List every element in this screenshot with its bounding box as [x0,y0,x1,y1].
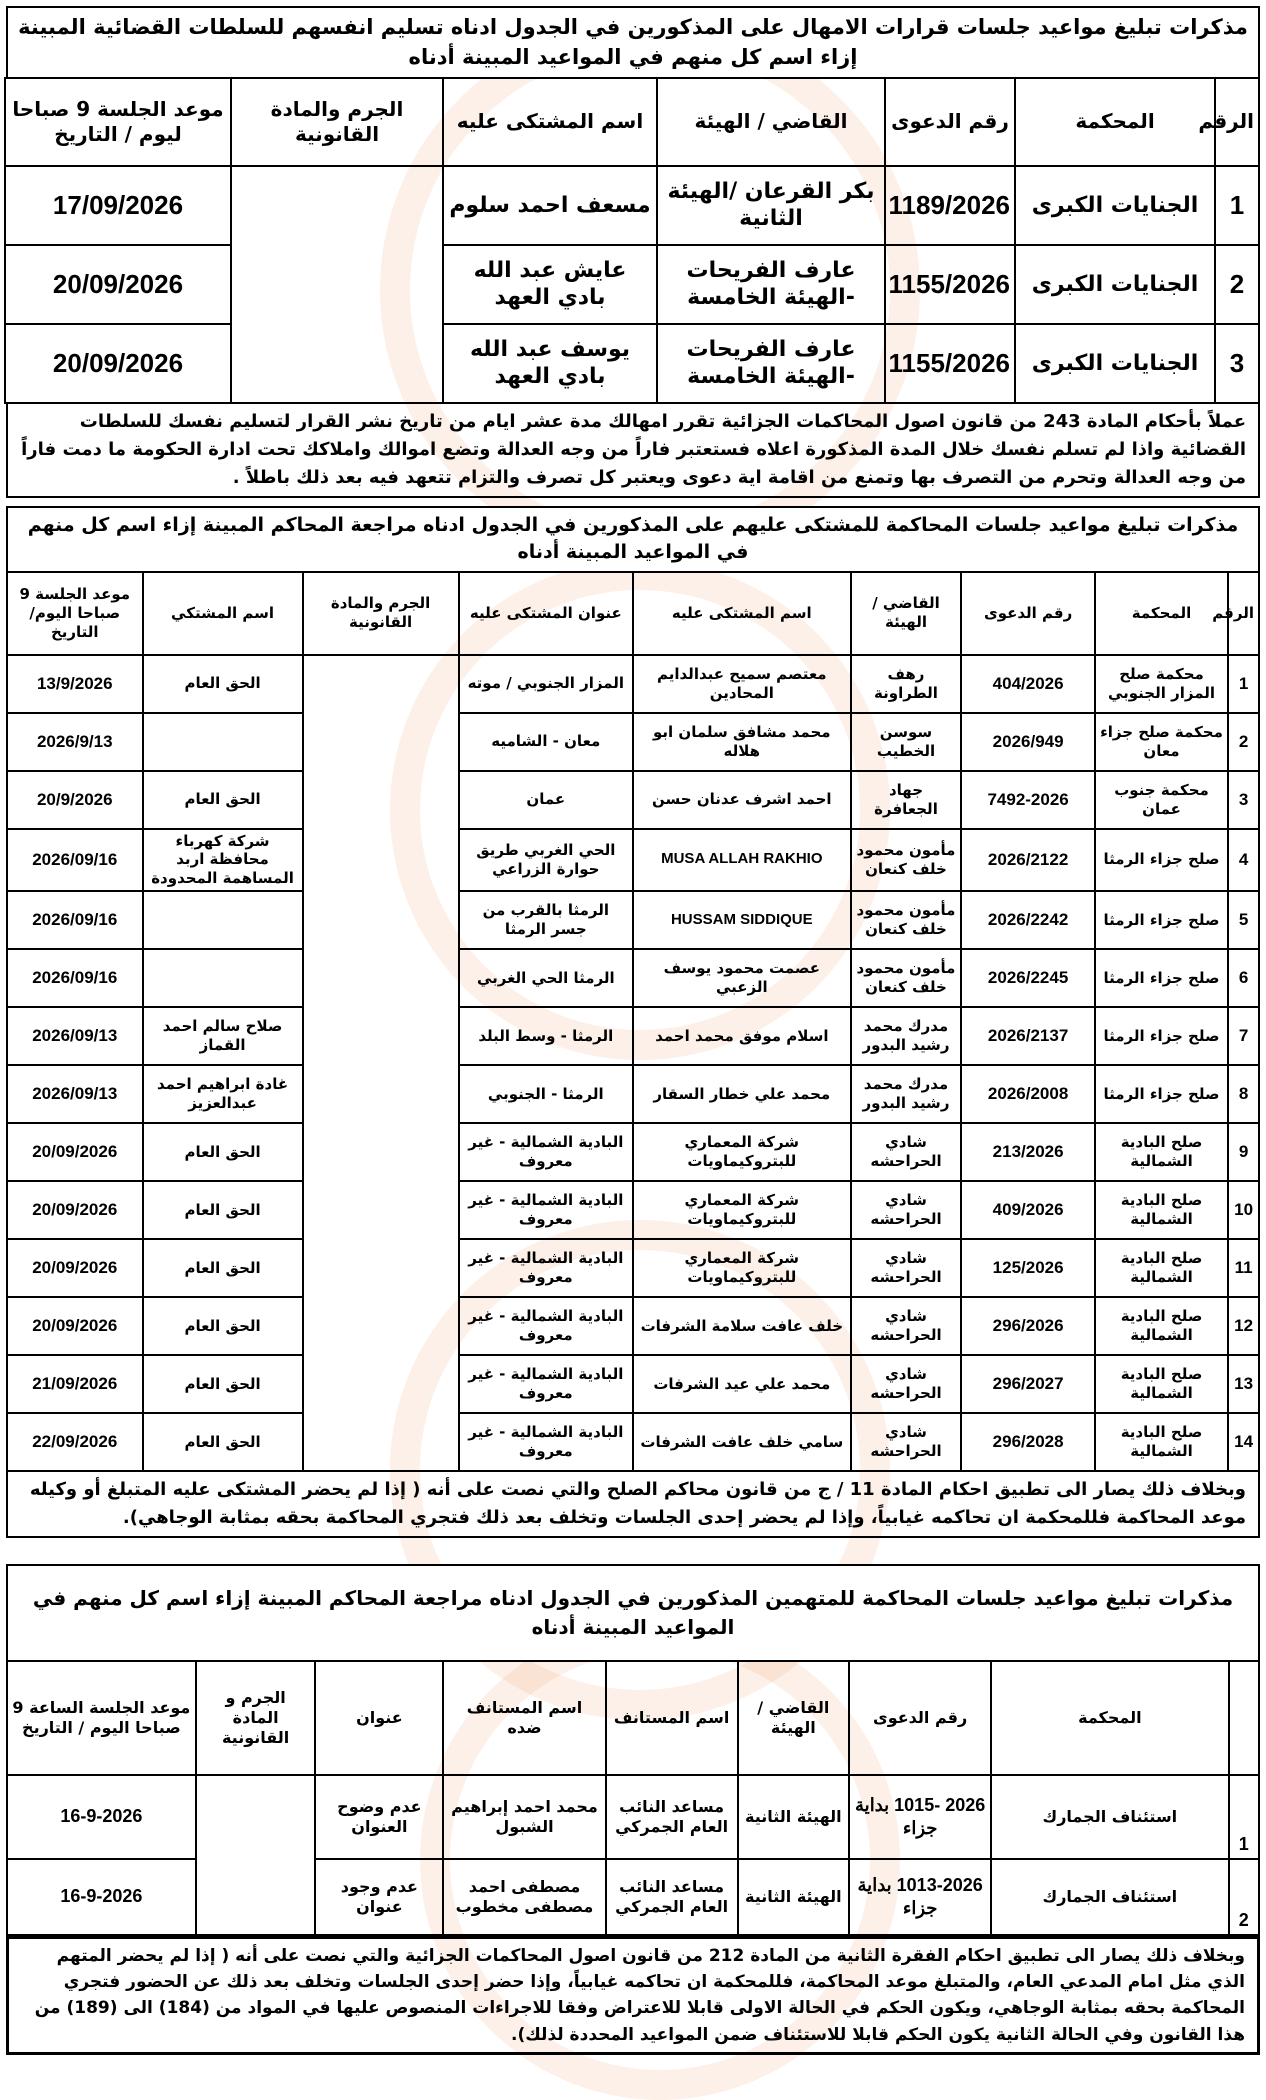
table-row [7,771,1259,829]
column-header: اسم المشتكى عليه [633,572,851,655]
judge-cell: شادي الحراحشه [851,1123,962,1181]
section3-title: مذكرات تبليغ مواعيد جلسات المحاكمة للمتهمين المذكورين في الجدول ادناه مراجعة المحاكم المبينة إزاء اسم كل منهم في المواعيد المبينة أدناه [6,1564,1260,1660]
notice-page [6,6,1260,2055]
table-row [5,166,1259,245]
defendant-address-cell: البادية الشمالية - غير معروف [459,1239,633,1297]
table-header-row [5,78,1259,166]
session-date-cell: 2026/09/16 [7,829,143,891]
defendant-address-cell: البادية الشمالية - غير معروف [459,1123,633,1181]
defendant-address-cell: البادية الشمالية - غير معروف [459,1413,633,1471]
defendant-address-cell: الرمثا بالقرب من جسر الرمثا [459,891,633,949]
section-deadline-notices [6,6,1260,498]
session-date-cell: 2026/09/13 [7,1007,143,1065]
case-number-cell: 2026/949 [961,713,1094,771]
column-header: رقم الدعوى [849,1661,991,1775]
table-row [5,245,1259,324]
column-header: عنوان [315,1661,443,1775]
case-number-cell: 2026/2242 [961,891,1094,949]
section-appeal-notices [6,1564,1260,2055]
defendant-name-cell: شركة المعماري للبتروكيماويات [633,1181,851,1239]
complainant-cell: الحق العام [143,1239,303,1297]
case-number-cell: 2026/2137 [961,1007,1094,1065]
column-header: المحكمة [1095,572,1228,655]
row-number: 4 [1228,829,1259,891]
column-header: الجرم والمادة القانونية [303,572,459,655]
row-number: 13 [1228,1355,1259,1413]
case-number-cell: 1189/2026 [885,166,1015,245]
row-number: 1 [1228,655,1259,713]
session-date-cell: 17/09/2026 [5,166,231,245]
session-date-cell: 20/09/2026 [7,1239,143,1297]
appellant-cell: مساعد النائب العام الجمركي [606,1859,738,1935]
address-cell: عدم وضوح العنوان [315,1775,443,1859]
table-header-row [7,572,1259,655]
section2-legal-note: وبخلاف ذلك يصار الى تطبيق احكام المادة 11 / ج من قانون محاكم الصلح والتي نصت على أنه ( إذا لم يحضر المشتكى عليه المتبلغ أو وكيله موعد المحاكمة فللمحكمة ان تحاكمه غيابياً، وإذا لم يحضر إحدى الجلسات وتخلف بعد ذلك فتجري المحاكمة بحقه بمثابة الوجاهي). [6,1472,1260,1538]
judge-cell: الهيئة الثانية [738,1859,850,1935]
table-row [7,1007,1259,1065]
defendant-name-cell: عصمت محمود يوسف الزعبي [633,949,851,1007]
case-number-cell: 2026/2008 [961,1065,1094,1123]
defendant-address-cell: البادية الشمالية - غير معروف [459,1297,633,1355]
session-date-cell: 20/09/2026 [7,1181,143,1239]
court-cell: صلح جزاء الرمثا [1095,1065,1228,1123]
section1-table [4,77,1260,404]
defendant-name-cell: محمد مشافق سلمان ابو هلاله [633,713,851,771]
row-number: 9 [1228,1123,1259,1181]
judge-cell: بكر القرعان /الهيئة الثانية [657,166,885,245]
row-number: 8 [1228,1065,1259,1123]
defendant-name-cell: خلف عافت سلامة الشرفات [633,1297,851,1355]
section2-table [6,571,1260,1472]
judge-cell: مأمون محمود خلف كنعان [851,891,962,949]
case-number-cell: 296/2027 [961,1355,1094,1413]
session-date-cell: 22/09/2026 [7,1413,143,1471]
row-number: 12 [1228,1297,1259,1355]
case-number-cell: 1013-2026 بداية جزاء [849,1859,991,1935]
table-row [7,1123,1259,1181]
court-cell: صلح جزاء الرمثا [1095,949,1228,1007]
complainant-cell: صلاح سالم احمد القماز [143,1007,303,1065]
judge-cell: شادي الحراحشه [851,1413,962,1471]
column-header: الرقم [1228,572,1259,655]
session-date-cell: 20/9/2026 [7,771,143,829]
session-date-cell: 16-9-2026 [7,1775,196,1859]
charge-cell [303,655,459,1471]
column-header: موعد الجلسة الساعة 9 صباحا اليوم / التاريخ [7,1661,196,1775]
defendant-address-cell: عمان [459,771,633,829]
defendant-address-cell: معان - الشاميه [459,713,633,771]
judge-cell: رهف الطراونة [851,655,962,713]
court-cell: صلح البادية الشمالية [1095,1413,1228,1471]
case-number-cell: 1155/2026 [885,245,1015,324]
session-date-cell: 20/09/2026 [5,324,231,403]
judge-cell: مدرك محمد رشيد البدور [851,1007,962,1065]
court-cell: الجنايات الكبرى [1015,166,1215,245]
case-number-cell: 409/2026 [961,1181,1094,1239]
row-number: 5 [1228,891,1259,949]
case-number-cell: 296/2026 [961,1297,1094,1355]
session-date-cell: 16-9-2026 [7,1859,196,1935]
court-cell: استئناف الجمارك [991,1775,1228,1859]
table-row [7,1239,1259,1297]
defendant-name-cell: معتصم سميح عبدالدايم المحادين [633,655,851,713]
defendant-address-cell: الرمثا - الجنوبي [459,1065,633,1123]
complainant-cell [143,949,303,1007]
judge-cell: مأمون محمود خلف كنعان [851,949,962,1007]
session-date-cell: 21/09/2026 [7,1355,143,1413]
table-row [7,1775,1259,1859]
defendant-address-cell: البادية الشمالية - غير معروف [459,1181,633,1239]
table-row [7,713,1259,771]
column-header: اسم المستانف ضده [443,1661,605,1775]
section-trial-notices [6,506,1260,1538]
table-row [7,655,1259,713]
case-number-cell: 2026/2122 [961,829,1094,891]
case-number-cell: 1155/2026 [885,324,1015,403]
table-row [7,1413,1259,1471]
court-cell: محكمة صلح جزاء معان [1095,713,1228,771]
table-row [7,1181,1259,1239]
defendant-address-cell: البادية الشمالية - غير معروف [459,1355,633,1413]
complainant-cell: الحق العام [143,1181,303,1239]
section3-legal-note: وبخلاف ذلك يصار الى تطبيق احكام الفقرة الثانية من المادة 212 من قانون اصول المحاكمات الجزائية والتي نصت على أنه ( إذا لم يحضر المتهم الذي مثل امام المدعي العام، والمتبلغ موعد المحاكمة، فللمحكمة ان تحاكمه غيابياً، وإذا حضر إحدى الجلسات وتخلف بعد ذلك عن الحضور فتجري المحاكمة بحقه بمثابة الوجاهي، ويكون الحكم في الحالة الاولى قابلا للاعتراض وفقا للاجراءات المنصوص عليها في المواد من (184) الى (189) من هذا القانون وفي الحالة الثانية يكون الحكم قابلا للاستئناف ضمن المواعيد المحددة لذلك). [6,1936,1260,2055]
section1-legal-note: عملاً بأحكام المادة 243 من قانون اصول المحاكمات الجزائية تقرر امهالك مدة عشر ايام من تاريخ نشر القرار لتسليم نفسك للسلطات القضائية واذا لم تسلم نفسك خلال المدة المذكورة اعلاه فستعتبر فاراً من وجه العدالة وتضع اموالك واملاكك تحت ادارة الحكومة ما دمت فاراً من وجه العدالة وتحرم من التصرف بها وتمنع من اقامة اية دعوى ويعتبر كل تصرف والتزام تتعهد فيه بعد ذلك باطلاً . [6,404,1260,498]
row-number: 14 [1228,1413,1259,1471]
column-header: اسم المشتكى عليه [443,78,657,166]
defendant-name-cell: MUSA ALLAH RAKHIO [633,829,851,891]
address-cell: عدم وجود عنوان [315,1859,443,1935]
column-header: اسم المشتكي [143,572,303,655]
defendant-name-cell: سامي خلف عافت الشرفات [633,1413,851,1471]
complainant-cell: الحق العام [143,1413,303,1471]
court-cell: محكمة صلح المزار الجنوبي [1095,655,1228,713]
complainant-cell: شركة كهرباء محافظة اربد المساهمة المحدودة [143,829,303,891]
court-cell: الجنايات الكبرى [1015,324,1215,403]
complainant-cell [143,713,303,771]
defendant-address-cell: الرمثا - وسط البلد [459,1007,633,1065]
session-date-cell: 20/09/2026 [7,1297,143,1355]
respondent-cell: مصطفى احمد مصطفى مخطوب [443,1859,605,1935]
defendant-name-cell: محمد علي خطار السقار [633,1065,851,1123]
judge-cell: مدرك محمد رشيد البدور [851,1065,962,1123]
case-number-cell: 213/2026 [961,1123,1094,1181]
section2-title: مذكرات تبليغ مواعيد جلسات المحاكمة للمشتكى عليهم على المذكورين في الجدول ادناه مراجعة المحاكم المبينة إزاء اسم كل منهم في المواعيد المبينة أدناه [6,506,1260,571]
column-header: المحكمة [991,1661,1228,1775]
court-cell: الجنايات الكبرى [1015,245,1215,324]
session-date-cell: 13/9/2026 [7,655,143,713]
judge-cell: عارف الفريحات -الهيئة الخامسة [657,245,885,324]
row-number: 11 [1228,1239,1259,1297]
table-row [5,324,1259,403]
section3-table [6,1660,1260,1936]
judge-cell: شادي الحراحشه [851,1239,962,1297]
session-date-cell: 20/09/2026 [5,245,231,324]
complainant-cell: الحق العام [143,771,303,829]
court-cell: صلح جزاء الرمثا [1095,829,1228,891]
court-cell: صلح جزاء الرمثا [1095,1007,1228,1065]
row-number: 1 [1215,166,1259,245]
defendant-name-cell: شركة المعماري للبتروكيماويات [633,1123,851,1181]
column-header: القاضي / الهيئة [851,572,962,655]
judge-cell: شادي الحراحشه [851,1297,962,1355]
defendant-name-cell: مسعف احمد سلوم [443,166,657,245]
charge-cell [196,1775,316,1935]
table-row [7,949,1259,1007]
case-number-cell: 2026 -1015 بداية جزاء [849,1775,991,1859]
court-cell: صلح البادية الشمالية [1095,1181,1228,1239]
session-date-cell: 20/09/2026 [7,1123,143,1181]
judge-cell: سوسن الخطيب [851,713,962,771]
table-row [7,1065,1259,1123]
defendant-name-cell: اسلام موفق محمد احمد [633,1007,851,1065]
row-number: 1 [1229,1775,1259,1859]
court-cell: صلح البادية الشمالية [1095,1355,1228,1413]
table-row [7,1297,1259,1355]
column-header: القاضي / الهيئة [657,78,885,166]
case-number-cell: 404/2026 [961,655,1094,713]
row-number: 2 [1215,245,1259,324]
column-header [1229,1661,1259,1775]
session-date-cell: 2026/09/16 [7,891,143,949]
row-number: 7 [1228,1007,1259,1065]
table-row [7,1859,1259,1935]
case-number-cell: 7492-2026 [961,771,1094,829]
defendant-name-cell: محمد علي عيد الشرفات [633,1355,851,1413]
case-number-cell: 296/2028 [961,1413,1094,1471]
charge-cell [231,166,443,403]
column-header: موعد الجلسة 9 صباحا ليوم / التاريخ [5,78,231,166]
table-row [7,891,1259,949]
complainant-cell [143,891,303,949]
row-number: 6 [1228,949,1259,1007]
table-row [7,1355,1259,1413]
column-header: القاضي / الهيئة [738,1661,850,1775]
table-header-row [7,1661,1259,1775]
section1-title: مذكرات تبليغ مواعيد جلسات قرارات الامهال على المذكورين في الجدول ادناه تسليم انفسهم للسلطات القضائية المبينة إزاء اسم كل منهم في المواعيد المبينة أدناه [6,6,1260,77]
defendant-name-cell: HUSSAM SIDDIQUE [633,891,851,949]
court-cell: صلح البادية الشمالية [1095,1239,1228,1297]
complainant-cell: الحق العام [143,1355,303,1413]
judge-cell: مأمون محمود خلف كنعان [851,829,962,891]
column-header: المحكمة [1015,78,1215,166]
column-header: اسم المستانف [606,1661,738,1775]
table-row [7,829,1259,891]
appellant-cell: مساعد النائب العام الجمركي [606,1775,738,1859]
court-cell: صلح جزاء الرمثا [1095,891,1228,949]
judge-cell: جهاد الجعافرة [851,771,962,829]
case-number-cell: 2026/2245 [961,949,1094,1007]
column-header: عنوان المشتكى عليه [459,572,633,655]
row-number: 2 [1229,1859,1259,1935]
judge-cell: الهيئة الثانية [738,1775,850,1859]
judge-cell: شادي الحراحشه [851,1355,962,1413]
defendant-address-cell: الرمثا الحي الغربي [459,949,633,1007]
session-date-cell: 2026/9/13 [7,713,143,771]
defendant-name-cell: عايش عبد الله بادي العهد [443,245,657,324]
court-cell: صلح البادية الشمالية [1095,1297,1228,1355]
judge-cell: شادي الحراحشه [851,1181,962,1239]
column-header: رقم الدعوى [885,78,1015,166]
court-cell: استئناف الجمارك [991,1859,1228,1935]
court-cell: صلح البادية الشمالية [1095,1123,1228,1181]
defendant-name-cell: شركة المعماري للبتروكيماويات [633,1239,851,1297]
judge-cell: عارف الفريحات -الهيئة الخامسة [657,324,885,403]
column-header: الجرم والمادة القانونية [231,78,443,166]
column-header: الجرم و المادة القانونية [196,1661,316,1775]
session-date-cell: 2026/09/13 [7,1065,143,1123]
column-header: موعد الجلسة 9 صباحا اليوم/التاريخ [7,572,143,655]
respondent-cell: محمد احمد إبراهيم الشبول [443,1775,605,1859]
defendant-name-cell: احمد اشرف عدنان حسن [633,771,851,829]
complainant-cell: الحق العام [143,1297,303,1355]
case-number-cell: 125/2026 [961,1239,1094,1297]
column-header: الرقم [1215,78,1259,166]
complainant-cell: الحق العام [143,655,303,713]
row-number: 3 [1215,324,1259,403]
column-header: رقم الدعوى [961,572,1094,655]
defendant-address-cell: الحي الغربي طريق حوارة الزراعي [459,829,633,891]
row-number: 2 [1228,713,1259,771]
row-number: 10 [1228,1181,1259,1239]
complainant-cell: الحق العام [143,1123,303,1181]
defendant-address-cell: المزار الجنوبي / موته [459,655,633,713]
defendant-name-cell: يوسف عبد الله بادي العهد [443,324,657,403]
row-number: 3 [1228,771,1259,829]
session-date-cell: 2026/09/16 [7,949,143,1007]
complainant-cell: غادة ابراهيم احمد عبدالعزيز [143,1065,303,1123]
court-cell: محكمة جنوب عمان [1095,771,1228,829]
